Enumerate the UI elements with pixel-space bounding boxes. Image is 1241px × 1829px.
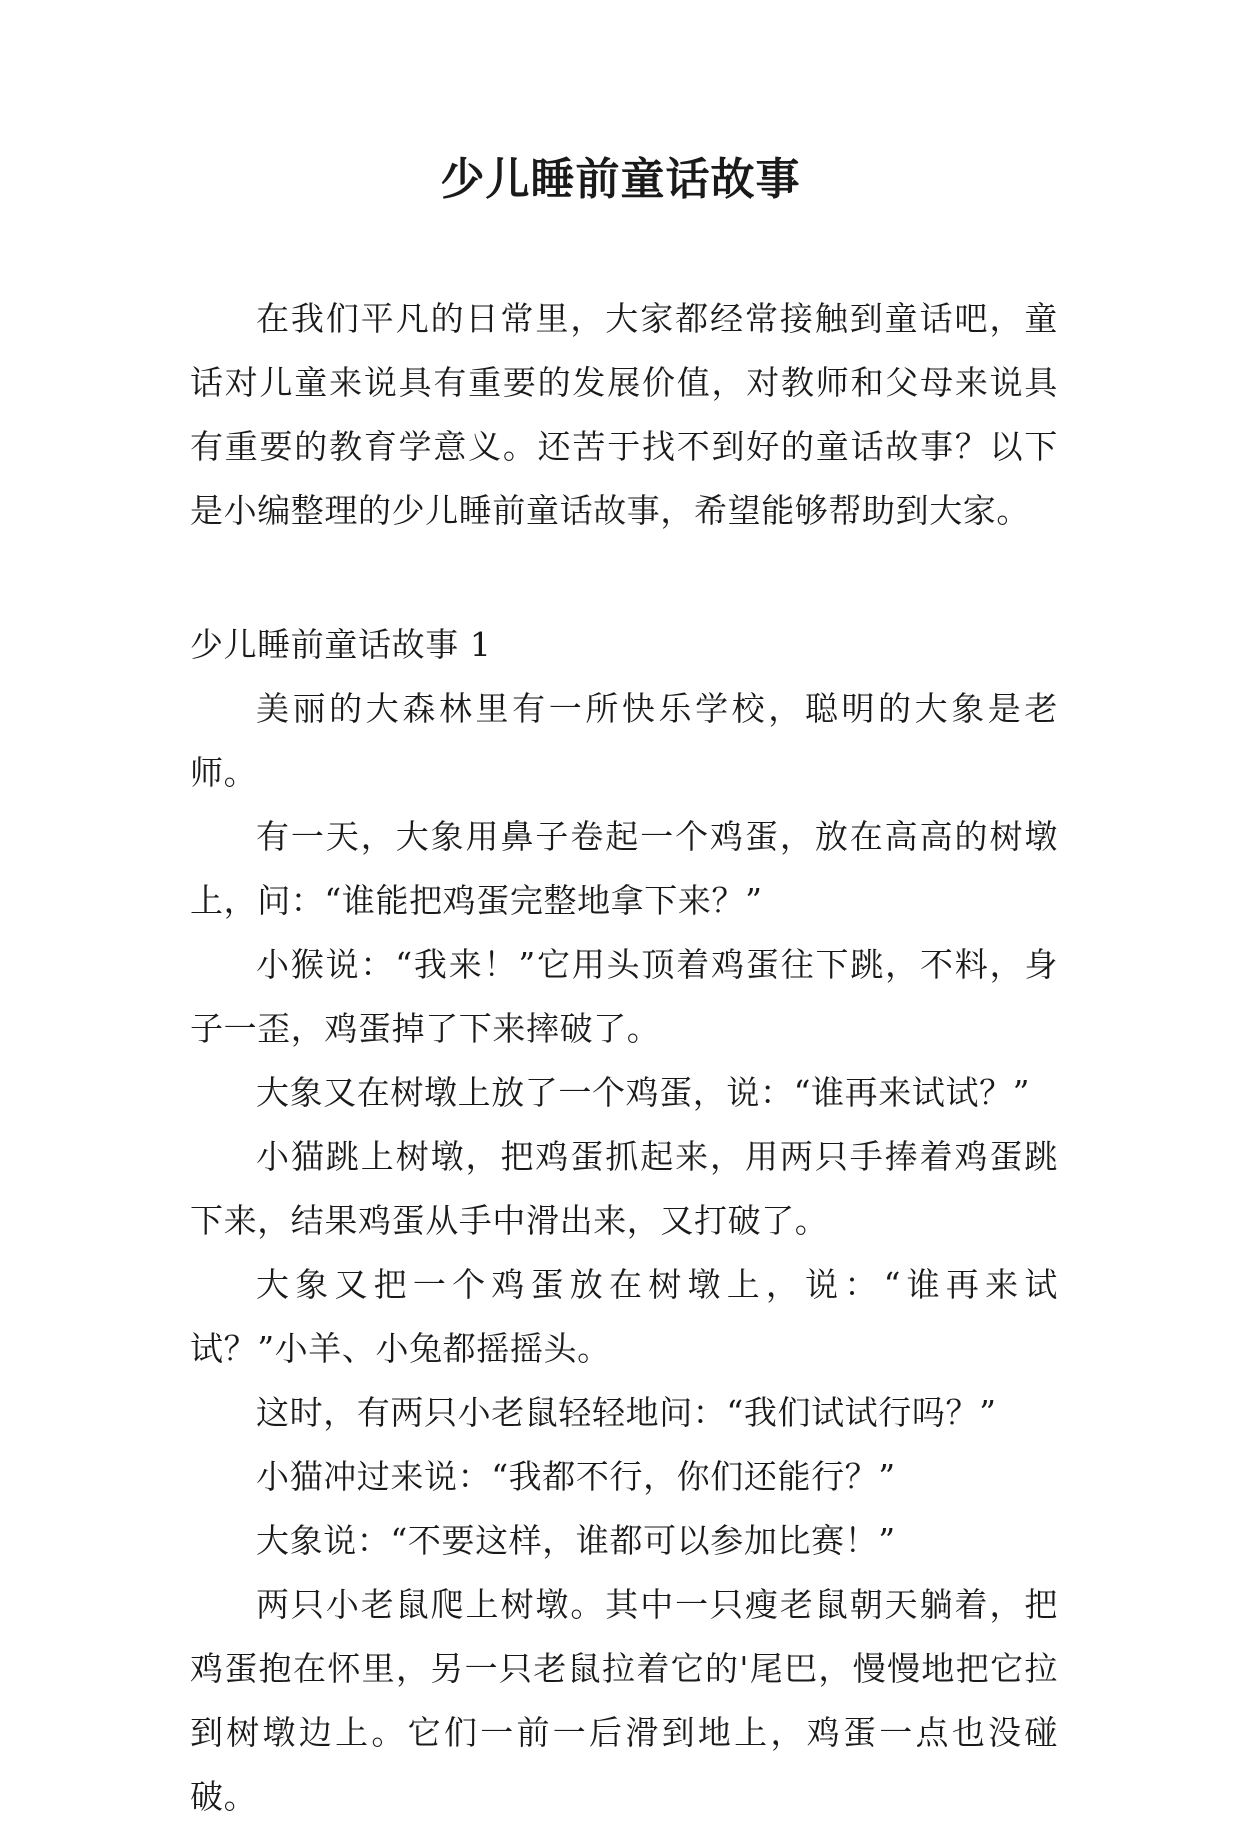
document-title: 少儿睡前童话故事 xyxy=(440,154,801,205)
story-paragraph: 小猫冲过来说：“我都不行，你们还能行？” xyxy=(256,1457,896,1496)
document-body xyxy=(190,287,1058,1829)
story-paragraph: 两只小老鼠爬上树墩。其中一只瘦老鼠朝天躺着，把鸡蛋抱在怀里，另一只老鼠拉着它的'尾巴，慢慢地把它拉到树墩边上。它们一前一后滑到地上，鸡蛋一点也没碰破。 xyxy=(190,1585,1058,1816)
story-paragraph: 美丽的大森林里有一所快乐学校，聪明的大象是老师。 xyxy=(190,689,1058,792)
story-paragraph: 小猫跳上树墩，把鸡蛋抓起来，用两只手捧着鸡蛋跳下来，结果鸡蛋从手中滑出来，又打破了。 xyxy=(190,1137,1058,1240)
story-paragraph: 大象说：“不要这样，谁都可以参加比赛！” xyxy=(256,1521,896,1560)
story-text xyxy=(190,677,1058,1829)
story-paragraph: 小猴说：“我来！”它用头顶着鸡蛋往下跳，不料，身子一歪，鸡蛋掉了下来摔破了。 xyxy=(190,945,1058,1048)
story-paragraph: 大象又在树墩上放了一个鸡蛋，说：“谁再来试试？” xyxy=(256,1073,1031,1112)
story-paragraph: 有一天，大象用鼻子卷起一个鸡蛋，放在高高的树墩上，问：“谁能把鸡蛋完整地拿下来？” xyxy=(190,817,1058,920)
intro-paragraph: 在我们平凡的日常里，大家都经常接触到童话吧，童话对儿童来说具有重要的发展价值，对教师和父母来说具有重要的教育学意义。还苦于找不到好的童话故事？以下是小编整理的少儿睡前童话故事，希望能够帮助到大家。 xyxy=(190,299,1058,530)
story-paragraph: 大象又把一个鸡蛋放在树墩上，说：“谁再来试试？”小羊、小兔都摇摇头。 xyxy=(190,1265,1058,1368)
story-paragraph: 这时，有两只小老鼠轻轻地问：“我们试试行吗？” xyxy=(256,1393,997,1432)
section-heading: 少儿睡前童话故事 1 xyxy=(190,625,492,664)
